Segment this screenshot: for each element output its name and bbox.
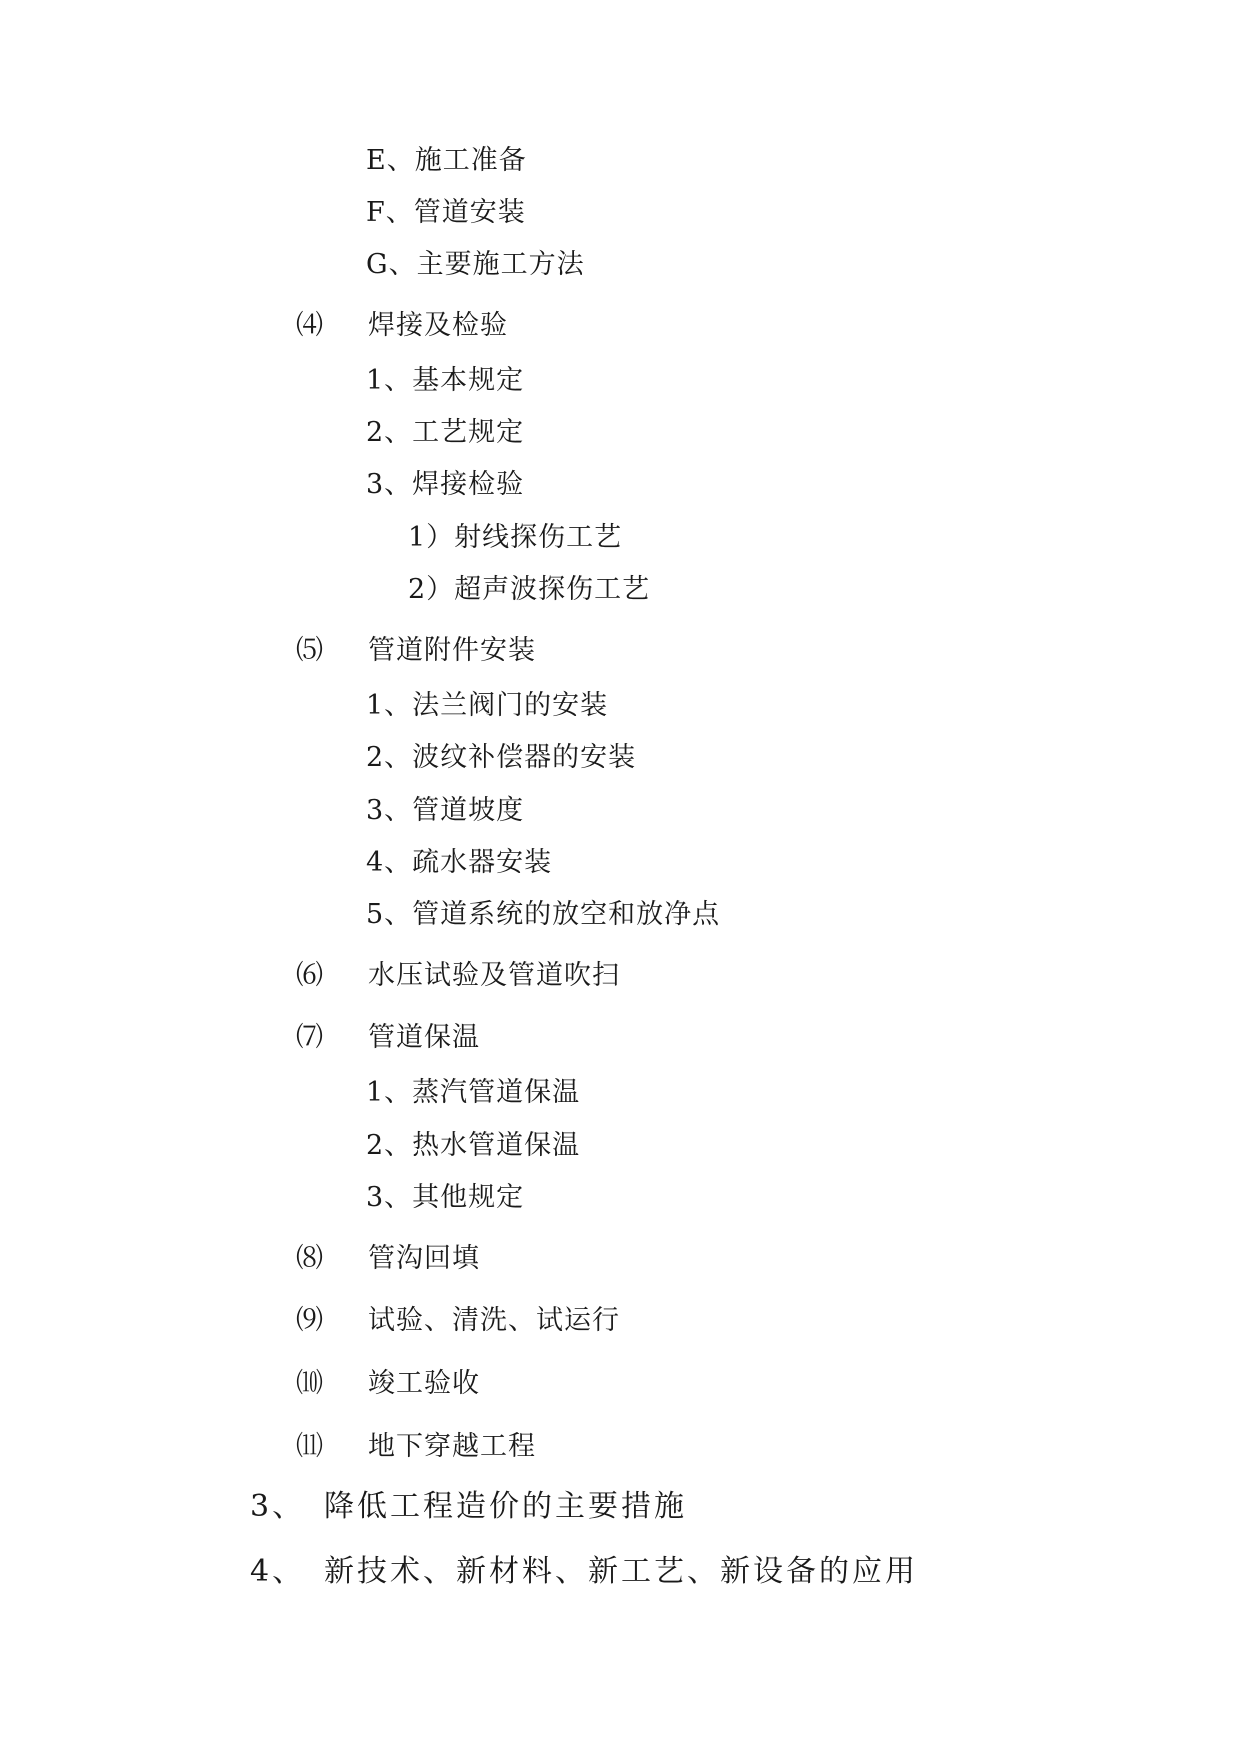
chapter-heading: [250, 1490, 687, 1524]
list-item: [408, 573, 650, 607]
item-label: 焊接及检验: [368, 310, 508, 341]
section-heading: [296, 634, 536, 668]
item-label: 2、工艺规定: [366, 417, 525, 448]
item-number: ⑷: [296, 310, 324, 341]
list-item: [366, 144, 527, 178]
item-label: 4、疏水器安装: [366, 847, 553, 878]
list-item: [366, 1076, 580, 1110]
item-label: 竣工验收: [368, 1368, 480, 1399]
item-number: ⑹: [296, 960, 324, 991]
section-heading: [296, 1242, 480, 1276]
item-label: 2）超声波探伤工艺: [408, 574, 651, 605]
item-label: F、管道安装: [366, 197, 526, 228]
chapter-heading: [250, 1555, 918, 1589]
item-label: 管道附件安装: [368, 635, 536, 666]
item-number: ⑺: [296, 1022, 324, 1053]
list-item: [366, 416, 524, 450]
section-heading: [296, 1021, 480, 1055]
item-label: 3、管道坡度: [366, 795, 525, 826]
item-label: G、主要施工方法: [366, 249, 585, 280]
item-label: 新技术、新材料、新工艺、新设备的应用: [324, 1554, 918, 1589]
item-number: ⑻: [296, 1243, 324, 1274]
list-item: [366, 1129, 580, 1163]
item-label: 1）射线探伤工艺: [408, 522, 623, 553]
section-heading: [296, 1430, 536, 1464]
item-label: 管沟回填: [368, 1243, 480, 1274]
item-label: 管道保温: [368, 1022, 480, 1053]
item-number: ⑼: [296, 1305, 324, 1336]
list-item: [366, 846, 552, 880]
item-label: 3、其他规定: [366, 1182, 525, 1213]
list-item: [366, 898, 720, 932]
item-number: ⑽: [296, 1368, 324, 1399]
item-number: 3、: [250, 1489, 306, 1524]
item-label: 1、蒸汽管道保温: [366, 1077, 581, 1108]
list-item: [366, 1181, 524, 1215]
item-label: 1、法兰阀门的安装: [366, 690, 609, 721]
item-label: 试验、清洗、试运行: [368, 1305, 620, 1336]
list-item: [366, 741, 636, 775]
item-label: 水压试验及管道吹扫: [368, 960, 620, 991]
item-label: E、施工准备: [366, 145, 527, 176]
list-item: [366, 689, 608, 723]
list-item: [366, 364, 524, 398]
item-number: 4、: [250, 1554, 306, 1589]
item-label: 降低工程造价的主要措施: [324, 1489, 687, 1524]
item-label: 1、基本规定: [366, 365, 525, 396]
item-number: ⑸: [296, 635, 324, 666]
list-item: [366, 468, 524, 502]
list-item: [366, 794, 524, 828]
section-heading: [296, 1367, 480, 1401]
section-heading: [296, 309, 508, 343]
item-label: 地下穿越工程: [368, 1431, 536, 1462]
list-item: [366, 248, 585, 282]
item-label: 2、波纹补偿器的安装: [366, 742, 637, 773]
item-label: 5、管道系统的放空和放净点: [366, 899, 721, 930]
list-item: [366, 196, 526, 230]
section-heading: [296, 959, 620, 993]
item-label: 3、焊接检验: [366, 469, 525, 500]
item-label: 2、热水管道保温: [366, 1130, 581, 1161]
item-number: ⑾: [296, 1431, 324, 1462]
list-item: [408, 521, 622, 555]
section-heading: [296, 1304, 620, 1338]
